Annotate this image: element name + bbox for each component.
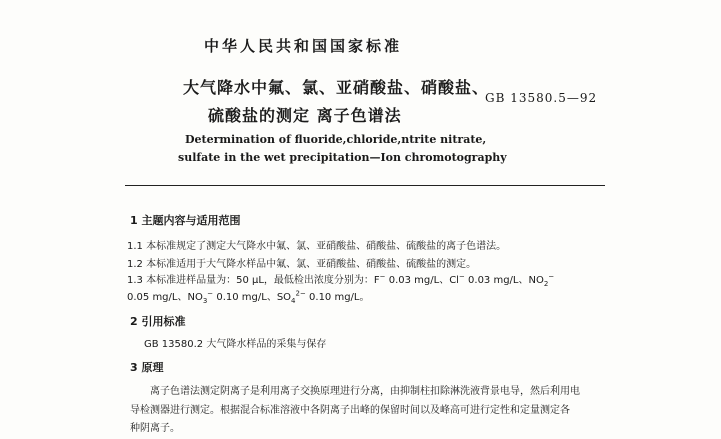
clause-1-3-text-b: 0.03 mg/L、Cl — [385, 275, 459, 286]
national-standard-label: 中华人民共和国国家标准 — [204, 37, 403, 55]
clause-1-1: 1.1 本标准规定了测定大气降水中氟、氯、亚硝酸盐、硝酸盐、硫酸盐的离子色谱法。 — [127, 241, 507, 252]
clause-1-3-text-e: 0.10 mg/L、SO — [213, 292, 292, 303]
clause-1-3-line1 — [127, 271, 554, 288]
standard-number: GB 13580.5—92 — [485, 91, 598, 105]
chloride-charge: − — [458, 272, 465, 281]
sulfate-charge: 2− — [295, 289, 306, 298]
nitrate-charge: − — [207, 289, 214, 298]
clause-1-3-text-c: 0.03 mg/L、NO — [464, 275, 544, 286]
header-divider — [125, 185, 605, 186]
chinese-title-line2: 硫酸盐的测定 离子色谱法 — [208, 106, 402, 125]
english-title-line1: Determination of fluoride,chloride,ntrite nitrate, — [185, 133, 487, 146]
reference-standard: GB 13580.2 大气降水样品的采集与保存 — [144, 339, 327, 350]
clause-1-3-text-a: 1.3 本标准进样品量为：50 μL，最低检出浓度分别为：F — [127, 275, 380, 286]
sulfate-subscript: 4 — [291, 297, 296, 305]
clause-1-3-text-f: 0.10 mg/L。 — [305, 292, 370, 303]
nitrite-charge: − — [548, 272, 555, 281]
fluoride-charge: − — [379, 272, 386, 281]
clause-1-2: 1.2 本标准适用于大气降水样品中氟、氯、亚硝酸盐、硝酸盐、硫酸盐的测定。 — [127, 259, 477, 270]
nitrite-subscript: 2 — [543, 280, 549, 288]
section-2-heading: 2 引用标准 — [130, 315, 186, 328]
principle-line2: 导检测器进行测定。根据混合标准溶液中各阴离子出峰的保留时间以及峰高可进行定性和定量测定各 — [130, 405, 570, 416]
clause-1-3-line2 — [127, 288, 370, 305]
english-title-line2: sulfate in the wet precipitation—Ion chromotography — [178, 151, 507, 164]
principle-line3: 种阴离子。 — [130, 423, 180, 434]
principle-line1: 离子色谱法测定阴离子是利用离子交换原理进行分离，由抑制柱扣除淋洗液背景电导，然后利用电 — [150, 386, 580, 397]
nitrate-subscript: 3 — [202, 297, 208, 305]
chinese-title-line1: 大气降水中氟、氯、亚硝酸盐、硝酸盐、 — [183, 78, 490, 97]
section-1-heading: 1 主题内容与适用范围 — [130, 214, 241, 227]
clause-1-3-text-d: 0.05 mg/L、NO — [127, 292, 203, 303]
section-3-heading: 3 原理 — [130, 361, 164, 374]
